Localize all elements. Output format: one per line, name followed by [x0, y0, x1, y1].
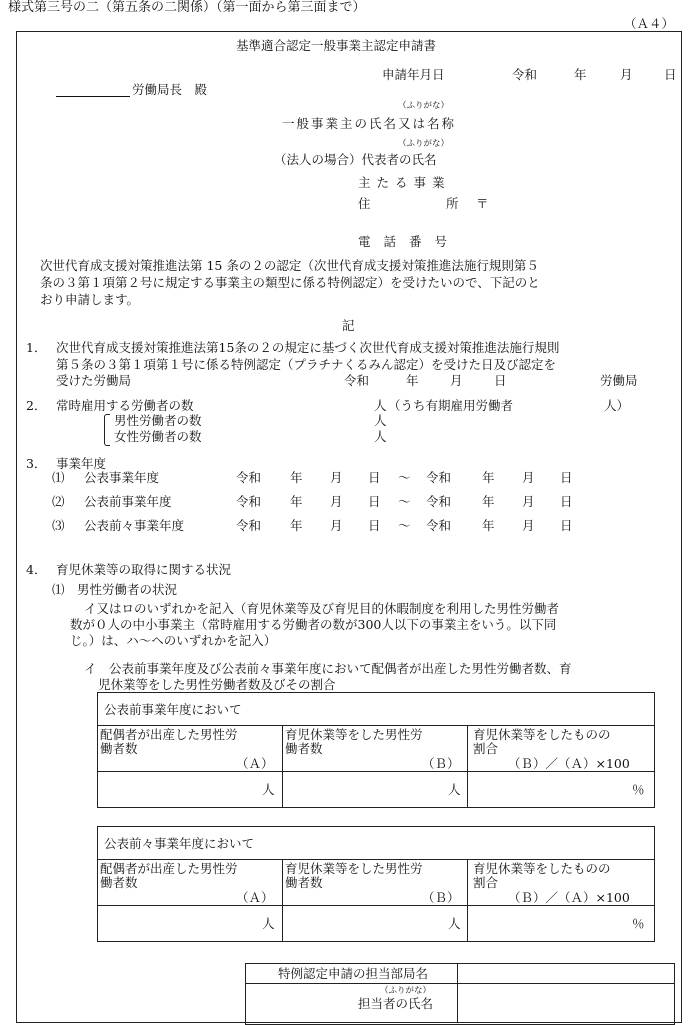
fy-start-day: 日: [368, 470, 381, 485]
fy-end-year: 年: [482, 518, 495, 533]
fy-row-index: ⑴: [52, 470, 65, 485]
unit-b: 人: [448, 782, 461, 797]
col-b-tag: （Ｂ）: [422, 756, 460, 771]
table-caption: 公表前事業年度において: [104, 702, 242, 717]
section2-label: 常時雇用する労働者の数: [56, 398, 194, 413]
contact-divider: [457, 963, 458, 1023]
fy-start-day: 日: [368, 518, 381, 533]
fy-start-month: 月: [330, 470, 343, 485]
fy-tilde: ～: [398, 494, 411, 509]
address-label-2: 所: [446, 196, 459, 211]
section1-era: 令和: [344, 373, 370, 388]
section1-line2: 第５条の３第１項第１号に係る特例認定（プラチナくるみん認定）を受けた日及び認定を: [56, 357, 557, 372]
fy-start-year: 年: [290, 494, 303, 509]
table-divider: [97, 771, 654, 772]
fy-start-era: 令和: [236, 518, 262, 533]
col-a-header-2: 働者数: [100, 741, 138, 756]
unit-b: 人: [448, 916, 461, 931]
fy-row-name: 公表前事業年度: [84, 494, 172, 509]
section1-bureau: 労働局: [600, 373, 638, 388]
section3-label: 事業年度: [56, 456, 107, 471]
fy-end-month: 月: [522, 518, 535, 533]
table-divider: [97, 905, 654, 906]
col-b-header-2: 働者数: [285, 741, 323, 756]
application-date-era: 令和: [512, 67, 538, 82]
col-a-tag: （Ａ）: [236, 756, 274, 771]
application-date-label: 申請年月日: [382, 67, 445, 82]
section4-item-i-2: 児休業等をした男性労働者数及びその割合: [98, 677, 336, 692]
section3-num: 3．: [26, 456, 47, 471]
fy-end-year: 年: [482, 470, 495, 485]
application-date-day: 日: [664, 67, 677, 82]
addressee-blank: [56, 96, 130, 97]
section2-unit-female: 人: [374, 429, 387, 444]
table-caption: 公表前々事業年度において: [104, 836, 255, 851]
col-c-header-2: 割合: [473, 875, 499, 890]
fy-end-month: 月: [522, 494, 535, 509]
fy-row-name: 公表前々事業年度: [84, 518, 185, 533]
contact-furigana: （ふりがな）: [380, 986, 432, 996]
col-a-header: 配偶者が出産した男性労: [100, 727, 238, 742]
fy-row-index: ⑶: [52, 518, 65, 533]
intro-line-3: おり申請します。: [40, 292, 140, 307]
addressee: 労働局長 殿: [132, 82, 208, 97]
col-a-header: 配偶者が出産した男性労: [100, 861, 238, 876]
col-c-tag: （Ｂ）／（Ａ）×100: [508, 756, 630, 771]
col-b-header: 育児休業等をした男性労: [285, 727, 423, 742]
fy-start-era: 令和: [236, 470, 262, 485]
section4-desc2: 数が０人の中小事業主（常時雇用する労働者の数が300人以下の事業主をいう。以下同: [70, 617, 557, 632]
col-a-header-2: 働者数: [100, 875, 138, 890]
employer-name-label: 一般事業主の氏名又は名称: [282, 116, 457, 131]
section1-year: 年: [406, 373, 419, 388]
section4-sub1: ⑴ 男性労働者の状況: [52, 582, 178, 597]
phone-label: 電話番号: [358, 234, 461, 249]
contact-dept-label: 特例認定申請の担当部局名: [278, 966, 429, 981]
col-c-tag: （Ｂ）／（Ａ）×100: [508, 890, 630, 905]
fy-end-era: 令和: [426, 518, 452, 533]
section2-fixed-term-open: （うち有期雇用労働者: [388, 398, 514, 413]
section1-line3: 受けた労働局: [56, 373, 132, 388]
ki-mark: 記: [342, 318, 355, 333]
application-date-month: 月: [620, 67, 633, 82]
intro-line-2: 条の３第１項第２号に規定する事業主の類型に係る特例認定）を受けたいので、下記のと: [40, 275, 540, 290]
fy-start-era: 令和: [236, 494, 262, 509]
section2-unit-total: 人: [374, 398, 387, 413]
contact-person-label: 担当者の氏名: [358, 996, 434, 1011]
section2-bracket: [104, 414, 110, 446]
section4-label: 育児休業等の取得に関する状況: [56, 562, 232, 577]
col-b-header: 育児休業等をした男性労: [285, 861, 423, 876]
section2-unit-male: 人: [374, 413, 387, 428]
section1-num: 1．: [26, 340, 47, 355]
furigana-employer: （ふりがな）: [398, 101, 450, 111]
table-divider: [282, 859, 283, 941]
section4-desc3: じ。）は、ハ～ヘのいずれかを記入）: [70, 633, 277, 648]
unit-c: ％: [632, 782, 645, 797]
fy-start-year: 年: [290, 518, 303, 533]
furigana-representative: （ふりがな）: [398, 139, 450, 149]
fy-end-month: 月: [522, 470, 535, 485]
postal-mark: 〒: [476, 196, 489, 211]
table-divider: [282, 725, 283, 807]
fy-end-year: 年: [482, 494, 495, 509]
section1-month: 月: [450, 373, 463, 388]
representative-label: （法人の場合）代表者の氏名: [274, 152, 437, 167]
address-label-1: 住: [358, 196, 371, 211]
fy-start-month: 月: [330, 494, 343, 509]
fy-end-era: 令和: [426, 470, 452, 485]
table-divider: [467, 859, 468, 941]
page-title: 基準適合認定一般事業主認定申請書: [236, 38, 437, 53]
section2-fixed-term-close: 人）: [604, 398, 630, 413]
fy-end-era: 令和: [426, 494, 452, 509]
fy-row-name: 公表事業年度: [84, 470, 160, 485]
fy-start-day: 日: [368, 494, 381, 509]
table-divider: [97, 859, 654, 860]
section4-desc1: イ又はロのいずれかを記入（育児休業等及び育児目的休暇制度を利用した男性労働者: [84, 601, 560, 616]
unit-a: 人: [262, 782, 275, 797]
fy-end-day: 日: [560, 518, 573, 533]
col-b-header-2: 働者数: [285, 875, 323, 890]
form-id: 様式第三号の二（第五条の二関係）（第一面から第三面まで）: [8, 0, 366, 15]
col-a-tag: （Ａ）: [236, 890, 274, 905]
col-c-header: 育児休業等をしたものの: [473, 727, 611, 742]
col-c-header-2: 割合: [473, 741, 499, 756]
col-c-header: 育児休業等をしたものの: [473, 861, 611, 876]
fy-start-month: 月: [330, 518, 343, 533]
fy-row-index: ⑵: [52, 494, 65, 509]
unit-a: 人: [262, 916, 275, 931]
section1-day: 日: [494, 373, 507, 388]
application-date-year: 年: [574, 67, 587, 82]
contact-divider: [245, 983, 674, 984]
col-b-tag: （Ｂ）: [422, 890, 460, 905]
section1-line1: 次世代育成支援対策推進法第15条の２の規定に基づく次世代育成支援対策推進法施行規則: [56, 340, 560, 355]
fy-end-day: 日: [560, 494, 573, 509]
fy-tilde: ～: [398, 518, 411, 533]
section4-num: 4．: [26, 562, 47, 577]
fy-end-day: 日: [560, 470, 573, 485]
intro-line-1: 次世代育成支援対策推進法第 15 条の２の認定（次世代育成支援対策推進法施行規則第５: [40, 258, 539, 273]
table-divider: [97, 725, 654, 726]
section2-num: 2．: [26, 398, 47, 413]
section4-item-i-1: イ 公表前事業年度及び公表前々事業年度において配偶者が出産した男性労働者数、育: [84, 661, 572, 676]
unit-c: ％: [632, 916, 645, 931]
main-business-label: 主たる事業: [358, 175, 451, 190]
section2-female-label: 女性労働者の数: [114, 429, 202, 444]
fy-tilde: ～: [398, 470, 411, 485]
paper-size: （Ａ４）: [624, 16, 675, 31]
section2-male-label: 男性労働者の数: [114, 413, 202, 428]
fy-start-year: 年: [290, 470, 303, 485]
table-divider: [467, 725, 468, 807]
